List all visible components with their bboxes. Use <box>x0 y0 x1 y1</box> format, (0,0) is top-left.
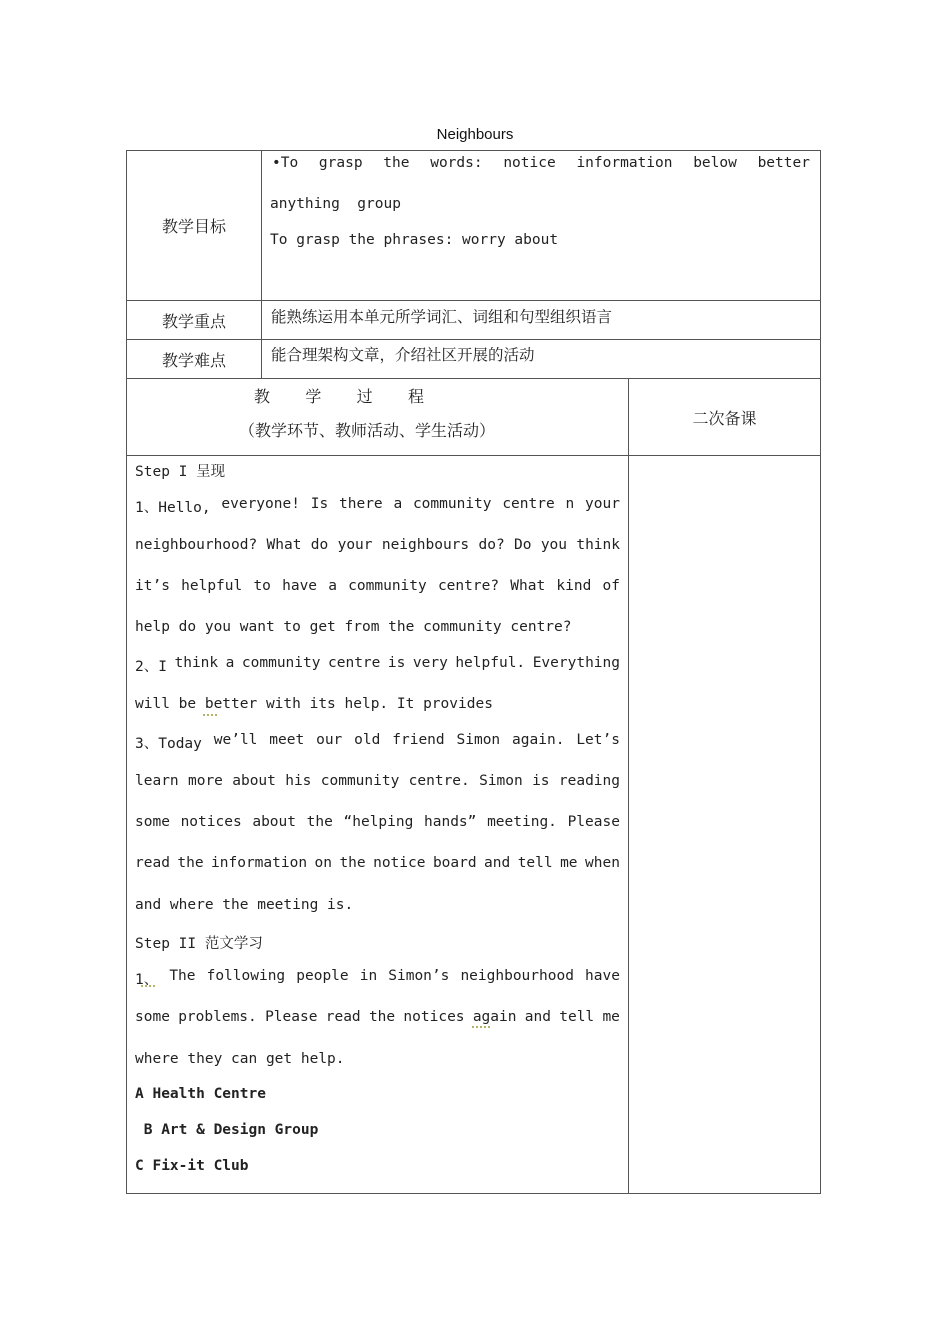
word: friend <box>392 732 445 748</box>
word: more <box>187 773 223 789</box>
word: 过 <box>356 387 373 406</box>
word: notices <box>403 1009 465 1025</box>
step1-heading: Step I 呈现 <box>135 464 226 480</box>
word: you <box>540 537 568 553</box>
word: community <box>241 655 321 671</box>
word: What <box>266 537 302 553</box>
word: again <box>472 1009 517 1025</box>
word: n <box>565 496 575 512</box>
word: information <box>576 155 673 171</box>
word: learn <box>135 773 179 789</box>
word: think <box>576 537 620 553</box>
word: The <box>169 968 196 984</box>
word: helpful. <box>455 655 526 671</box>
word: 程 <box>407 387 424 406</box>
word: neighbourhood? <box>135 537 258 553</box>
word: better <box>757 155 810 171</box>
word: notice <box>373 855 426 871</box>
word: board <box>432 855 477 871</box>
word: 1、Hello, <box>135 500 211 516</box>
difficulties-label: 教学难点 <box>161 350 226 370</box>
option-c: C Fix-it Club <box>135 1158 249 1174</box>
difficulties-text: 能合理架构文章，介绍社区开展的活动 <box>271 346 535 364</box>
word: Everything <box>532 655 620 671</box>
word: a <box>225 655 235 671</box>
difficulties-content-cell <box>261 339 821 379</box>
word: Simon’s <box>388 968 450 984</box>
word: 1、 <box>135 972 159 988</box>
word: read <box>135 855 170 871</box>
word: everyone! <box>221 496 300 512</box>
word: and <box>524 1009 551 1025</box>
word: have <box>282 578 318 594</box>
word: his <box>285 773 312 789</box>
word: we’ll <box>213 732 258 748</box>
word: about <box>232 773 276 789</box>
word: do <box>310 537 329 553</box>
word: community <box>412 496 492 512</box>
word: tell <box>517 855 553 871</box>
word: very <box>412 655 448 671</box>
key-points-label-cell <box>126 300 262 340</box>
word: 3、Today <box>135 736 202 752</box>
word: and <box>484 855 511 871</box>
word: meeting. <box>487 814 557 830</box>
word: notices <box>180 814 242 830</box>
word: some <box>135 814 170 830</box>
p4-line-2 <box>135 1009 620 1025</box>
word: meet <box>269 732 305 748</box>
word: problems. <box>178 1009 257 1025</box>
p1-line-1 <box>135 496 620 517</box>
objectives-content-cell <box>261 150 821 301</box>
difficulties-label-cell <box>126 339 262 379</box>
word: Please <box>567 814 620 830</box>
word: of <box>602 578 620 594</box>
objectives-label-cell <box>126 150 262 301</box>
word: Is <box>310 496 329 512</box>
option-a: A Health Centre <box>135 1086 266 1102</box>
second-prep-body-cell <box>628 455 821 1194</box>
second-prep-label: 二次备课 <box>692 408 757 428</box>
word: centre <box>502 496 555 512</box>
word: the <box>177 855 204 871</box>
p1-line-3 <box>135 578 620 594</box>
word: 学 <box>305 387 322 406</box>
word: it’s <box>135 578 170 594</box>
word: notice <box>503 155 556 171</box>
objectives-line-1 <box>272 155 810 171</box>
process-subtitle: （教学环节、教师活动、学生活动） <box>239 421 496 440</box>
word: people <box>296 968 349 984</box>
word: is <box>387 655 406 671</box>
word: on <box>314 855 332 871</box>
word: have <box>585 968 620 984</box>
word: helpful <box>181 578 243 594</box>
word: 2、I <box>135 659 167 675</box>
key-points-text: 能熟练运用本单元所学词汇、词组和句型组织语言 <box>271 308 613 326</box>
p2-line-1 <box>135 655 620 676</box>
word: centre? <box>437 578 500 594</box>
word: the <box>339 855 366 871</box>
spell-mark <box>141 981 155 987</box>
word: read <box>325 1009 361 1025</box>
word: in <box>359 968 378 984</box>
second-prep-header-cell <box>628 378 821 456</box>
step2-heading: Step II 范文学习 <box>135 936 263 952</box>
p1-line-4: help do you want to get from the community centre? <box>135 619 572 635</box>
key-points-label: 教学重点 <box>161 311 226 331</box>
word: below <box>693 155 737 171</box>
word: when <box>585 855 620 871</box>
word: me <box>560 855 578 871</box>
word: words: <box>430 155 483 171</box>
word: “helping <box>343 814 414 830</box>
p3-line-3 <box>135 814 620 830</box>
word: grasp <box>318 155 363 171</box>
word: Do <box>514 537 532 553</box>
p4-line-1 <box>135 968 620 989</box>
word: kind <box>556 578 592 594</box>
word: centre <box>328 655 381 671</box>
word: neighbours <box>381 537 470 553</box>
word: Let’s <box>576 732 620 748</box>
process-body-cell <box>126 455 629 1194</box>
word: do? <box>478 537 505 553</box>
p3-line-4 <box>135 855 620 871</box>
spell-mark <box>472 1022 490 1028</box>
word: information <box>211 855 308 871</box>
word: What <box>510 578 546 594</box>
word: the <box>368 1009 396 1025</box>
word: there <box>339 496 383 512</box>
word: old <box>354 732 381 748</box>
p1-line-2 <box>135 537 620 553</box>
word: again. <box>512 732 565 748</box>
word: your <box>585 496 620 512</box>
word: to <box>253 578 271 594</box>
word: community <box>320 773 400 789</box>
word: some <box>135 1009 170 1025</box>
word: Simon <box>479 773 523 789</box>
spell-mark <box>203 710 217 716</box>
option-b: B Art & Design Group <box>135 1122 319 1138</box>
word: •To <box>272 155 299 171</box>
word: Please <box>265 1009 318 1025</box>
word: Simon <box>456 732 501 748</box>
word: reading <box>558 773 620 789</box>
word: 教 <box>254 387 271 406</box>
word: about <box>252 814 296 830</box>
word: our <box>316 732 343 748</box>
word: following <box>206 968 286 984</box>
page-title: Neighbours <box>436 126 514 143</box>
word: community <box>348 578 427 594</box>
word: think <box>174 655 219 671</box>
word: neighbourhood <box>460 968 574 984</box>
word: your <box>337 537 373 553</box>
p3-line-2 <box>135 773 620 789</box>
objectives-label: 教学目标 <box>161 217 226 236</box>
objectives-line-2: anything group <box>270 196 401 212</box>
word: hands” <box>424 814 477 830</box>
word: the <box>383 155 410 171</box>
word: me <box>602 1009 620 1025</box>
word: a <box>328 578 337 594</box>
p4-line-3: where they can get help. <box>135 1051 345 1067</box>
word: a <box>393 496 403 512</box>
word: tell <box>559 1009 595 1025</box>
process-heading <box>254 384 424 407</box>
word: centre. <box>408 773 470 789</box>
p3-line-5: and where the meeting is. <box>135 897 354 913</box>
word: is <box>532 773 550 789</box>
objectives-line-3: To grasp the phrases: worry about <box>270 232 559 248</box>
p2-line-2: will be better with its help. It provides <box>135 696 493 712</box>
word: the <box>306 814 333 830</box>
p3-line-1 <box>135 732 620 753</box>
key-points-content-cell <box>261 300 821 340</box>
process-header-cell <box>126 378 629 456</box>
